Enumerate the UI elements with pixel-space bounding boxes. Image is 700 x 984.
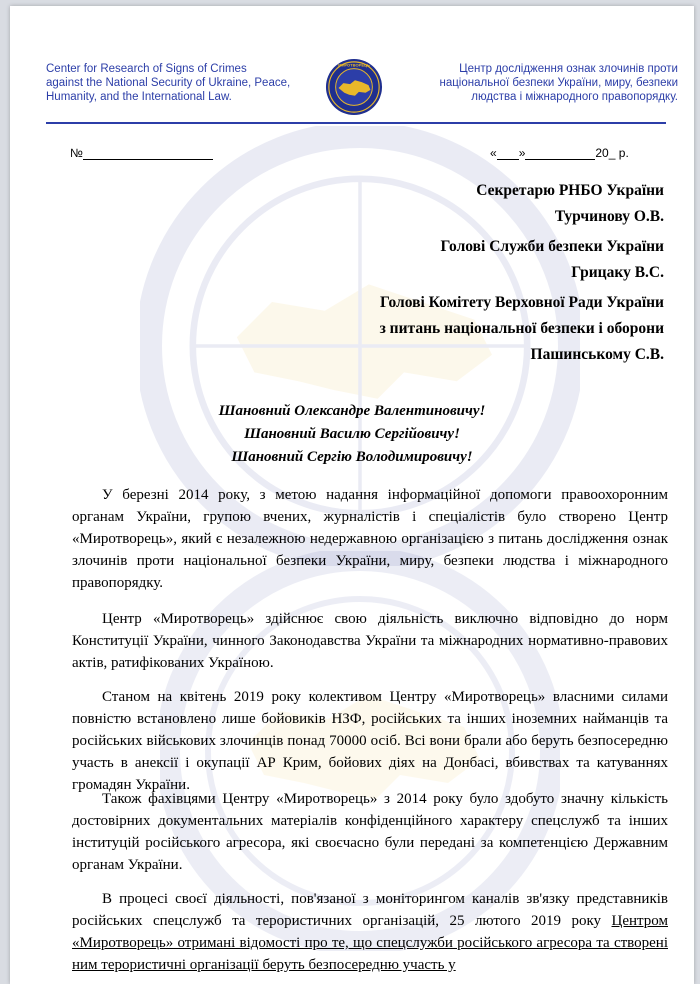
date-year: 20 — [595, 146, 609, 160]
addressee-block — [476, 178, 664, 230]
body-paragraph — [72, 788, 668, 876]
document-number-field — [70, 146, 213, 160]
paragraph-text: У березні 2014 року, з метою надання інформаційної допомоги правоохоронним органам України, групою вчених, журналістів і спеціалістів було створено Центр «Миротворець», який є незалежною недержавною організацією з питань дослідження ознак злочинів проти національної безпеки України, миру, безпеки людства і міжнародного правопорядку. — [72, 487, 668, 591]
body-paragraph — [72, 484, 668, 594]
letter-page — [10, 6, 694, 984]
date-quote: » — [518, 146, 526, 160]
addressee-line: Секретарю РНБО України — [476, 182, 664, 199]
letterhead-ua-line: Центр дослідження ознак злочинів проти — [459, 63, 678, 75]
paragraph-text: Станом на квітень 2019 року колективом Центру «Миротворець» власними силами повністю встановлено лише бойовиків НЗФ, російських та інших іноземних найманців та російських військових злочинців понад 70000 осіб. Всі вони брали або беруть безпосередню участь в анексії і окупації АР Крим, бойових діях на Донбасі, вбивствах та катуваннях громадян України. — [72, 689, 668, 793]
body-paragraph — [72, 686, 668, 796]
salutation-line: Шановний Сергію Володимировичу! — [231, 449, 473, 465]
letterhead-en-line: Center for Research of Signs of Crimes — [46, 63, 247, 75]
salutation-line: Шановний Василю Сергійовичу! — [244, 426, 460, 442]
letterhead — [10, 6, 694, 118]
addressee-line: Турчинову О.В. — [554, 208, 664, 225]
body-paragraph — [72, 888, 668, 976]
addressee-line: з питань національної безпеки і оборони — [379, 320, 664, 337]
letterhead-ua-line: національної безпеки України, миру, безпеки — [439, 77, 678, 89]
paragraph-plain-part: В процесі своєї діяльності, пов'язаної з моніторингом каналів зв'язку представників російських спецслужб та терористичних організацій, 25 лютого 2019 року — [72, 891, 668, 929]
letterhead-ua-line: людства і міжнародного правопорядку. — [471, 91, 678, 103]
salutation-line: Шановний Олександре Валентиновичу! — [218, 403, 486, 419]
date-quote: « — [490, 146, 497, 160]
paragraph-text: Також фахівцями Центру «Миротворець» з 2014 року було здобуто значну кількість достовірних документальних матеріалів конфіденційного характеру спецслужб та інших інституцій російського агресора, які своєчасно були передані за компетенцією Державним органам України. — [72, 791, 668, 873]
date-suffix: р. — [618, 146, 629, 160]
paragraph-text: Центр «Миротворець» здійснює свою діяльність виключно відповідно до норм Конституції України, чинного Законодавства України та міжнародних нормативно-правових актів, ратифікованих Україною. — [72, 611, 668, 671]
addressee-block — [441, 234, 664, 286]
letterhead-en-line: Humanity, and the International Law. — [46, 91, 232, 103]
body-paragraph — [72, 608, 668, 674]
addressee-line: Голові Комітету Верховної Ради України — [379, 294, 664, 311]
myrotvorets-logo — [325, 58, 383, 116]
number-sign: № — [70, 146, 83, 160]
letterhead-english — [46, 62, 336, 104]
salutation-block — [10, 400, 694, 469]
addressee-block — [380, 290, 664, 368]
header-divider — [46, 122, 666, 124]
addressee-line: Голові Служби безпеки України — [440, 238, 664, 255]
paragraph-text — [72, 888, 668, 976]
letterhead-en-line: against the National Security of Ukraine, Peace, — [46, 77, 291, 89]
addressee-line: Грицаку В.С. — [571, 264, 664, 281]
letterhead-ukrainian — [412, 62, 678, 104]
addressee-line: Пашинському С.В. — [530, 346, 664, 363]
logo-text: МИРОТВОРЕЦЬ — [338, 62, 370, 68]
paragraph-underlined-part: Центром «Миротворець» отримані відомості про те, що спецслужби російського агресора та створені ним терористичні організації беруть безпосередню участь у — [72, 913, 668, 973]
document-date-field: « » 20_ р. — [490, 146, 629, 160]
